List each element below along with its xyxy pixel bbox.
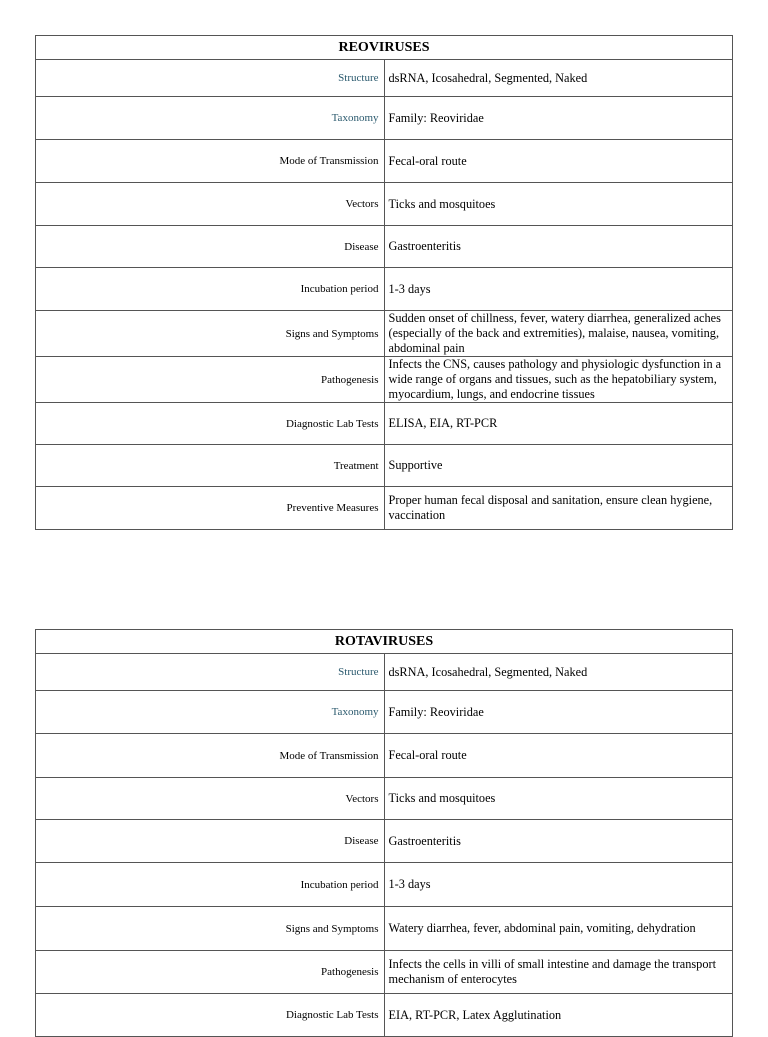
row-value-disease: Gastroenteritis bbox=[384, 226, 733, 268]
row-label-pathogenesis: Pathogenesis bbox=[36, 357, 385, 403]
table-row bbox=[36, 268, 733, 311]
table-row bbox=[36, 778, 733, 820]
row-value-diagnostic-lab-tests: ELISA, EIA, RT-PCR bbox=[384, 403, 733, 445]
table-row bbox=[36, 445, 733, 487]
row-value-mode-of-transmission: Fecal-oral route bbox=[384, 734, 733, 778]
table-row bbox=[36, 60, 733, 97]
row-label-signs-and-symptoms: Signs and Symptoms bbox=[36, 907, 385, 951]
table-row bbox=[36, 907, 733, 951]
row-label-taxonomy: Taxonomy bbox=[36, 691, 385, 734]
table-row bbox=[36, 691, 733, 734]
table-row bbox=[36, 183, 733, 226]
table-row bbox=[36, 403, 733, 445]
row-label-vectors: Vectors bbox=[36, 778, 385, 820]
table-row bbox=[36, 734, 733, 778]
row-value-treatment: Supportive bbox=[384, 445, 733, 487]
row-label-diagnostic-lab-tests: Diagnostic Lab Tests bbox=[36, 403, 385, 445]
row-value-diagnostic-lab-tests: EIA, RT-PCR, Latex Agglutination bbox=[384, 994, 733, 1037]
table-row bbox=[36, 951, 733, 994]
row-value-pathogenesis: Infects the cells in villi of small intestine and damage the transport mechanism of enterocytes bbox=[384, 951, 733, 994]
row-label-structure: Structure bbox=[36, 654, 385, 691]
table-row bbox=[36, 863, 733, 907]
table-row bbox=[36, 311, 733, 357]
table-row bbox=[36, 140, 733, 183]
row-value-mode-of-transmission: Fecal-oral route bbox=[384, 140, 733, 183]
row-value-taxonomy: Family: Reoviridae bbox=[384, 691, 733, 734]
reoviruses-table bbox=[35, 35, 733, 530]
table-row bbox=[36, 97, 733, 140]
table-row bbox=[36, 487, 733, 530]
table-row bbox=[36, 357, 733, 403]
row-label-incubation-period: Incubation period bbox=[36, 863, 385, 907]
rotaviruses-table bbox=[35, 629, 733, 1037]
row-label-mode-of-transmission: Mode of Transmission bbox=[36, 140, 385, 183]
row-value-signs-and-symptoms: Watery diarrhea, fever, abdominal pain, vomiting, dehydration bbox=[384, 907, 733, 951]
row-label-structure: Structure bbox=[36, 60, 385, 97]
row-label-disease: Disease bbox=[36, 820, 385, 863]
row-value-taxonomy: Family: Reoviridae bbox=[384, 97, 733, 140]
table-row bbox=[36, 820, 733, 863]
row-label-vectors: Vectors bbox=[36, 183, 385, 226]
table-row bbox=[36, 226, 733, 268]
row-label-pathogenesis: Pathogenesis bbox=[36, 951, 385, 994]
row-label-treatment: Treatment bbox=[36, 445, 385, 487]
row-value-incubation-period: 1-3 days bbox=[384, 268, 733, 311]
row-value-structure: dsRNA, Icosahedral, Segmented, Naked bbox=[384, 654, 733, 691]
row-label-incubation-period: Incubation period bbox=[36, 268, 385, 311]
row-value-incubation-period: 1-3 days bbox=[384, 863, 733, 907]
row-value-pathogenesis: Infects the CNS, causes pathology and physiologic dysfunction in a wide range of organs and tissues, such as the hepatobiliary system, myocardium, lungs, and endocrine tissues bbox=[384, 357, 733, 403]
row-label-preventive-measures: Preventive Measures bbox=[36, 487, 385, 530]
row-value-vectors: Ticks and mosquitoes bbox=[384, 183, 733, 226]
row-label-mode-of-transmission: Mode of Transmission bbox=[36, 734, 385, 778]
row-value-disease: Gastroenteritis bbox=[384, 820, 733, 863]
table-row bbox=[36, 994, 733, 1037]
row-label-diagnostic-lab-tests: Diagnostic Lab Tests bbox=[36, 994, 385, 1037]
row-label-signs-and-symptoms: Signs and Symptoms bbox=[36, 311, 385, 357]
row-value-structure: dsRNA, Icosahedral, Segmented, Naked bbox=[384, 60, 733, 97]
row-value-preventive-measures: Proper human fecal disposal and sanitation, ensure clean hygiene, vaccination bbox=[384, 487, 733, 530]
table-title: REOVIRUSES bbox=[36, 36, 733, 60]
table-title: ROTAVIRUSES bbox=[36, 630, 733, 654]
row-label-taxonomy: Taxonomy bbox=[36, 97, 385, 140]
row-value-signs-and-symptoms: Sudden onset of chillness, fever, watery diarrhea, generalized aches (especially of the back and extremities), malaise, nausea, vomiting, abdominal pain bbox=[384, 311, 733, 357]
row-label-disease: Disease bbox=[36, 226, 385, 268]
row-value-vectors: Ticks and mosquitoes bbox=[384, 778, 733, 820]
table-row bbox=[36, 654, 733, 691]
